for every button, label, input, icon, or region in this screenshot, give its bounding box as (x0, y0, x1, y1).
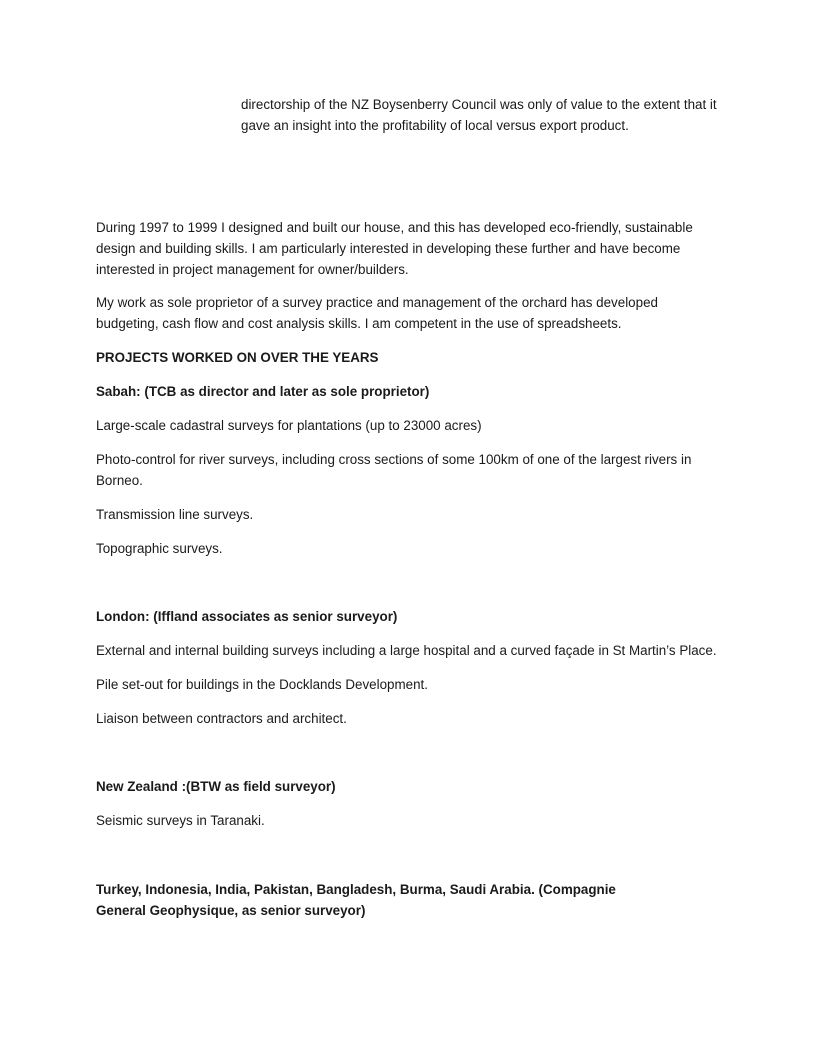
international-heading: Turkey, Indonesia, India, Pakistan, Bangladesh, Burma, Saudi Arabia. (Compagnie General Geophysique, as senior surveyor) (96, 882, 616, 918)
survey-practice-paragraph: My work as sole proprietor of a survey practice and management of the orchard has developed budgeting, cash flow and cost analysis skills. I am competent in the use of spreadsheets. (96, 295, 658, 331)
london-item-building-surveys: External and internal building surveys including a large hospital and a curved façade in St Martin’s Place. (96, 643, 717, 658)
sabah-item-topographic: Topographic surveys. (96, 541, 223, 556)
sabah-item-transmission: Transmission line surveys. (96, 507, 254, 522)
london-heading: London: (Iffland associates as senior surveyor) (96, 609, 398, 624)
london-item-pile-setout: Pile set-out for buildings in the Docklands Development. (96, 677, 428, 692)
london-item-liaison: Liaison between contractors and architect. (96, 711, 347, 726)
projects-heading: PROJECTS WORKED ON OVER THE YEARS (96, 350, 379, 365)
sabah-item-cadastral: Large-scale cadastral surveys for plantations (up to 23000 acres) (96, 418, 482, 433)
new-zealand-item-seismic: Seismic surveys in Taranaki. (96, 813, 265, 828)
new-zealand-heading: New Zealand :(BTW as field surveyor) (96, 779, 336, 794)
intro-paragraph: directorship of the NZ Boysenberry Council was only of value to the extent that it gave an insight into the profitability of local versus export product. (241, 97, 717, 133)
sabah-item-photo-control: Photo-control for river surveys, including cross sections of some 100km of one of the largest rivers in Borneo. (96, 452, 692, 488)
house-paragraph: During 1997 to 1999 I designed and built our house, and this has developed eco-friendly, sustainable design and building skills. I am particularly interested in developing these further and have become interested in project management for owner/builders. (96, 220, 693, 277)
sabah-heading: Sabah: (TCB as director and later as sole proprietor) (96, 384, 430, 399)
